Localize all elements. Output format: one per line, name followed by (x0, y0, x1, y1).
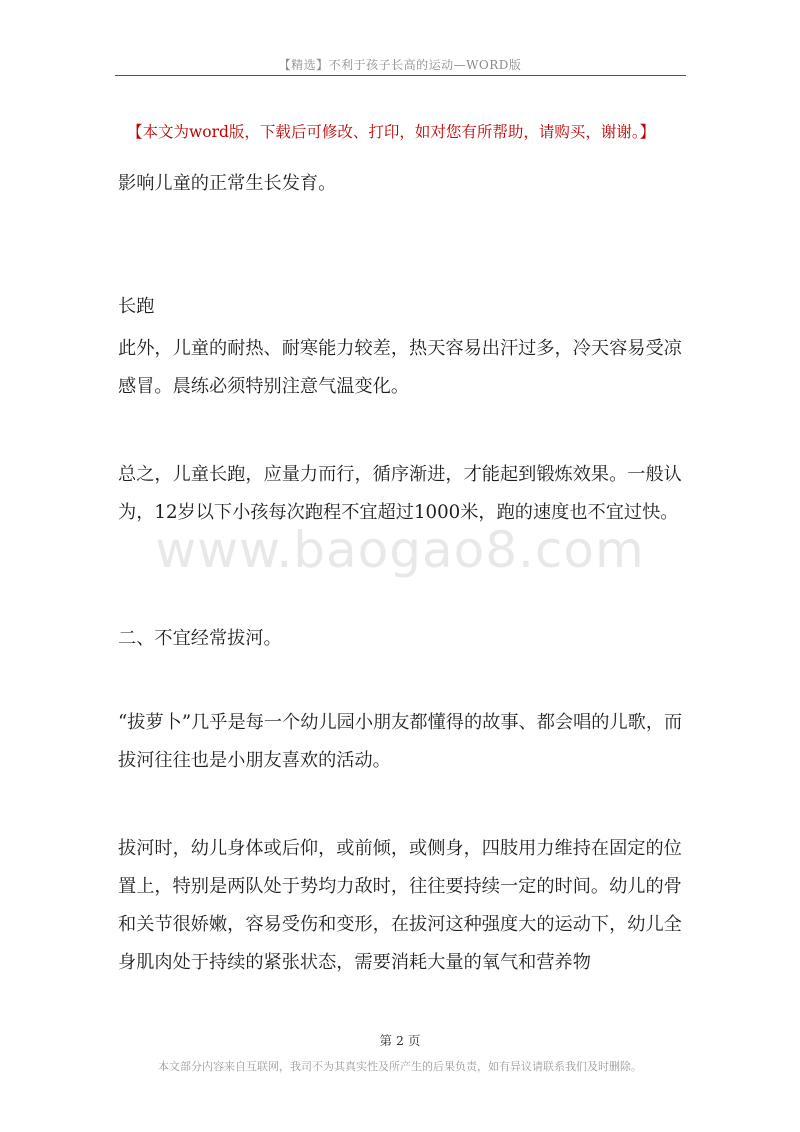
page-header: 【精选】不利于孩子长高的运动—WORD版 (278, 58, 522, 72)
paragraph-3: 总之，儿童长跑，应量力而行，循序渐进，才能起到锻炼效果。一般认为，12岁以下小孩每次跑程不宜超过1000米，跑的速度也不宜过快。 (118, 464, 682, 523)
download-notice: 【本文为word版，下载后可修改、打印，如对您有所帮助，请购买，谢谢。】 (127, 123, 656, 141)
paragraph-4: “拔萝卜”几乎是每一个幼儿园小朋友都懂得的故事、都会唱的儿歌，而拔河往往也是小朋友喜欢的活动。 (118, 712, 683, 771)
paragraph-5: 拔河时，幼儿身体或后仰，或前倾，或侧身，四肢用力维持在固定的位置上，特别是两队处于势均力敌时，往往要持续一定的时间。幼儿的骨和关节很娇嫩，容易受伤和变形，在拔河这种强度大的运动下，幼儿全身肌肉处于持续的紧张状态，需要消耗大量的氧气和营养物 (118, 838, 682, 973)
section-heading-long-run: 长跑 (118, 296, 155, 317)
header-divider (115, 75, 686, 76)
footer-disclaimer: 本文部分内容来自互联网，我司不为其真实性及所产生的后果负责，如有异议请联系我们及时删除。 (158, 1060, 642, 1073)
watermark: www.baogao8.com (155, 521, 645, 579)
page-number: 第 2 页 (379, 1033, 421, 1048)
paragraph-1: 影响儿童的正常生长发育。 (118, 173, 337, 194)
section-heading-tug-of-war: 二、不宜经常拔河。 (118, 628, 282, 649)
paragraph-2: 此外，儿童的耐热、耐寒能力较差，热天容易出汗过多，冷天容易受凉感冒。晨练必须特别注意气温变化。 (118, 338, 682, 397)
